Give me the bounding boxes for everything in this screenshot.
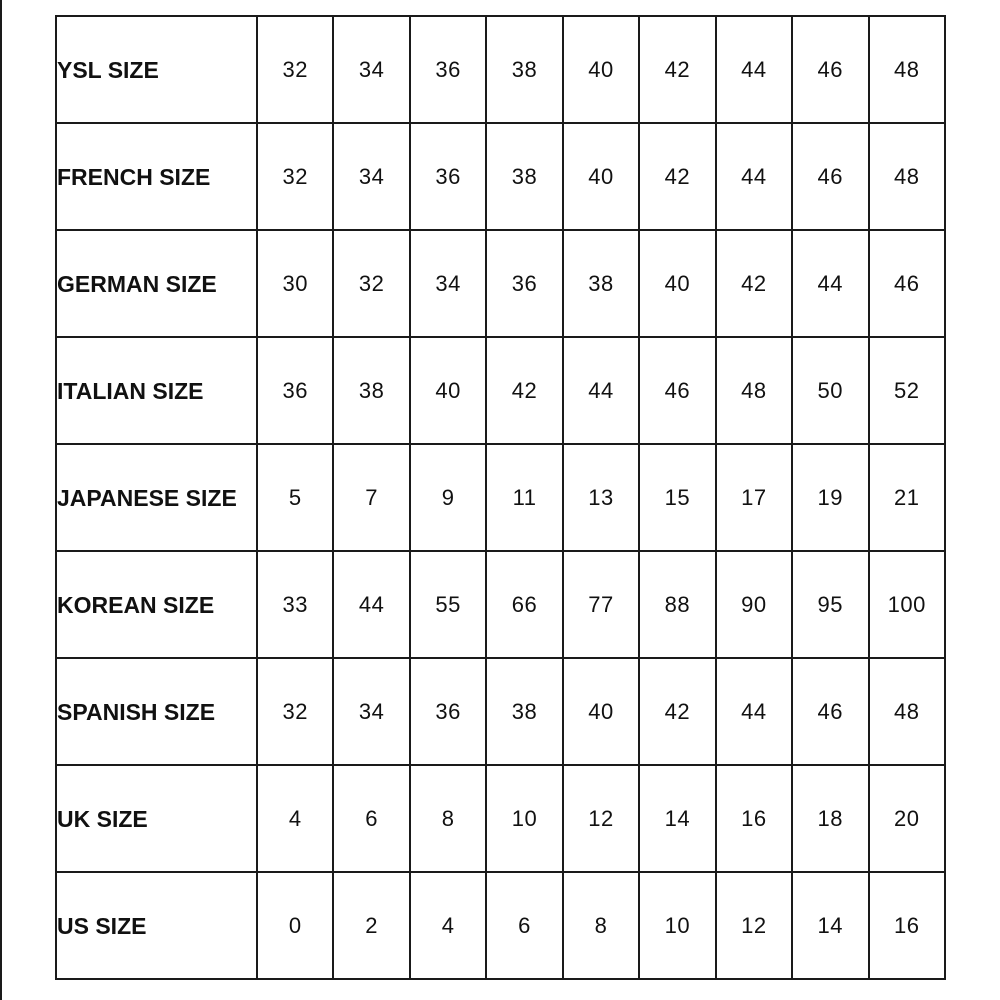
size-cell: 16: [869, 872, 946, 979]
size-cell: 2: [333, 872, 409, 979]
size-cell: 34: [333, 16, 409, 123]
table-row-german: [56, 230, 945, 337]
table-row-korean: [56, 551, 945, 658]
size-cell: 14: [639, 765, 715, 872]
row-label: FRENCH SIZE: [56, 123, 257, 230]
size-cell: 88: [639, 551, 715, 658]
size-cell: 50: [792, 337, 868, 444]
size-cell: 48: [716, 337, 792, 444]
size-cell: 40: [563, 658, 639, 765]
size-cell: 42: [486, 337, 562, 444]
size-cell: 44: [716, 658, 792, 765]
size-cell: 36: [410, 123, 486, 230]
size-cell: 90: [716, 551, 792, 658]
size-cell: 21: [869, 444, 946, 551]
size-cell: 48: [869, 123, 946, 230]
table-row-japanese: [56, 444, 945, 551]
size-cell: 8: [410, 765, 486, 872]
size-cell: 34: [410, 230, 486, 337]
size-cell: 46: [792, 658, 868, 765]
size-cell: 12: [716, 872, 792, 979]
size-cell: 40: [410, 337, 486, 444]
size-cell: 19: [792, 444, 868, 551]
size-cell: 32: [257, 123, 333, 230]
size-cell: 4: [257, 765, 333, 872]
size-cell: 10: [639, 872, 715, 979]
size-cell: 14: [792, 872, 868, 979]
table-row-french: [56, 123, 945, 230]
size-cell: 38: [486, 16, 562, 123]
size-cell: 100: [869, 551, 946, 658]
row-label: JAPANESE SIZE: [56, 444, 257, 551]
size-cell: 33: [257, 551, 333, 658]
size-cell: 34: [333, 658, 409, 765]
size-cell: 9: [410, 444, 486, 551]
size-cell: 42: [639, 658, 715, 765]
size-cell: 36: [410, 658, 486, 765]
size-cell: 10: [486, 765, 562, 872]
size-cell: 5: [257, 444, 333, 551]
size-cell: 42: [716, 230, 792, 337]
size-cell: 38: [486, 658, 562, 765]
row-label: KOREAN SIZE: [56, 551, 257, 658]
left-edge-line: [0, 0, 2, 1000]
size-cell: 32: [257, 16, 333, 123]
size-cell: 44: [563, 337, 639, 444]
size-cell: 16: [716, 765, 792, 872]
size-cell: 77: [563, 551, 639, 658]
table-row-italian: [56, 337, 945, 444]
size-cell: 55: [410, 551, 486, 658]
row-label: ITALIAN SIZE: [56, 337, 257, 444]
size-cell: 36: [486, 230, 562, 337]
size-cell: 44: [792, 230, 868, 337]
size-cell: 13: [563, 444, 639, 551]
size-cell: 46: [869, 230, 946, 337]
row-label: US SIZE: [56, 872, 257, 979]
size-cell: 44: [716, 16, 792, 123]
size-cell: 32: [257, 658, 333, 765]
size-cell: 0: [257, 872, 333, 979]
size-cell: 6: [486, 872, 562, 979]
size-cell: 20: [869, 765, 946, 872]
size-cell: 30: [257, 230, 333, 337]
table-row-us: [56, 872, 945, 979]
size-cell: 18: [792, 765, 868, 872]
size-cell: 40: [563, 123, 639, 230]
row-label: GERMAN SIZE: [56, 230, 257, 337]
size-cell: 34: [333, 123, 409, 230]
table-row-uk: [56, 765, 945, 872]
size-cell: 12: [563, 765, 639, 872]
size-cell: 4: [410, 872, 486, 979]
size-cell: 11: [486, 444, 562, 551]
size-cell: 44: [716, 123, 792, 230]
size-cell: 36: [410, 16, 486, 123]
size-cell: 32: [333, 230, 409, 337]
row-label: UK SIZE: [56, 765, 257, 872]
size-cell: 42: [639, 123, 715, 230]
size-cell: 42: [639, 16, 715, 123]
size-cell: 95: [792, 551, 868, 658]
size-cell: 46: [792, 123, 868, 230]
size-cell: 46: [639, 337, 715, 444]
table-row-ysl: [56, 16, 945, 123]
size-cell: 7: [333, 444, 409, 551]
size-cell: 66: [486, 551, 562, 658]
row-label: SPANISH SIZE: [56, 658, 257, 765]
size-cell: 6: [333, 765, 409, 872]
size-cell: 46: [792, 16, 868, 123]
size-cell: 40: [639, 230, 715, 337]
size-cell: 15: [639, 444, 715, 551]
row-label: YSL SIZE: [56, 16, 257, 123]
size-conversion-table: [55, 15, 946, 980]
size-cell: 8: [563, 872, 639, 979]
size-cell: 48: [869, 658, 946, 765]
size-cell: 17: [716, 444, 792, 551]
size-cell: 52: [869, 337, 946, 444]
table-row-spanish: [56, 658, 945, 765]
size-cell: 38: [333, 337, 409, 444]
size-cell: 40: [563, 16, 639, 123]
size-cell: 48: [869, 16, 946, 123]
size-cell: 38: [486, 123, 562, 230]
size-cell: 44: [333, 551, 409, 658]
size-cell: 38: [563, 230, 639, 337]
size-cell: 36: [257, 337, 333, 444]
